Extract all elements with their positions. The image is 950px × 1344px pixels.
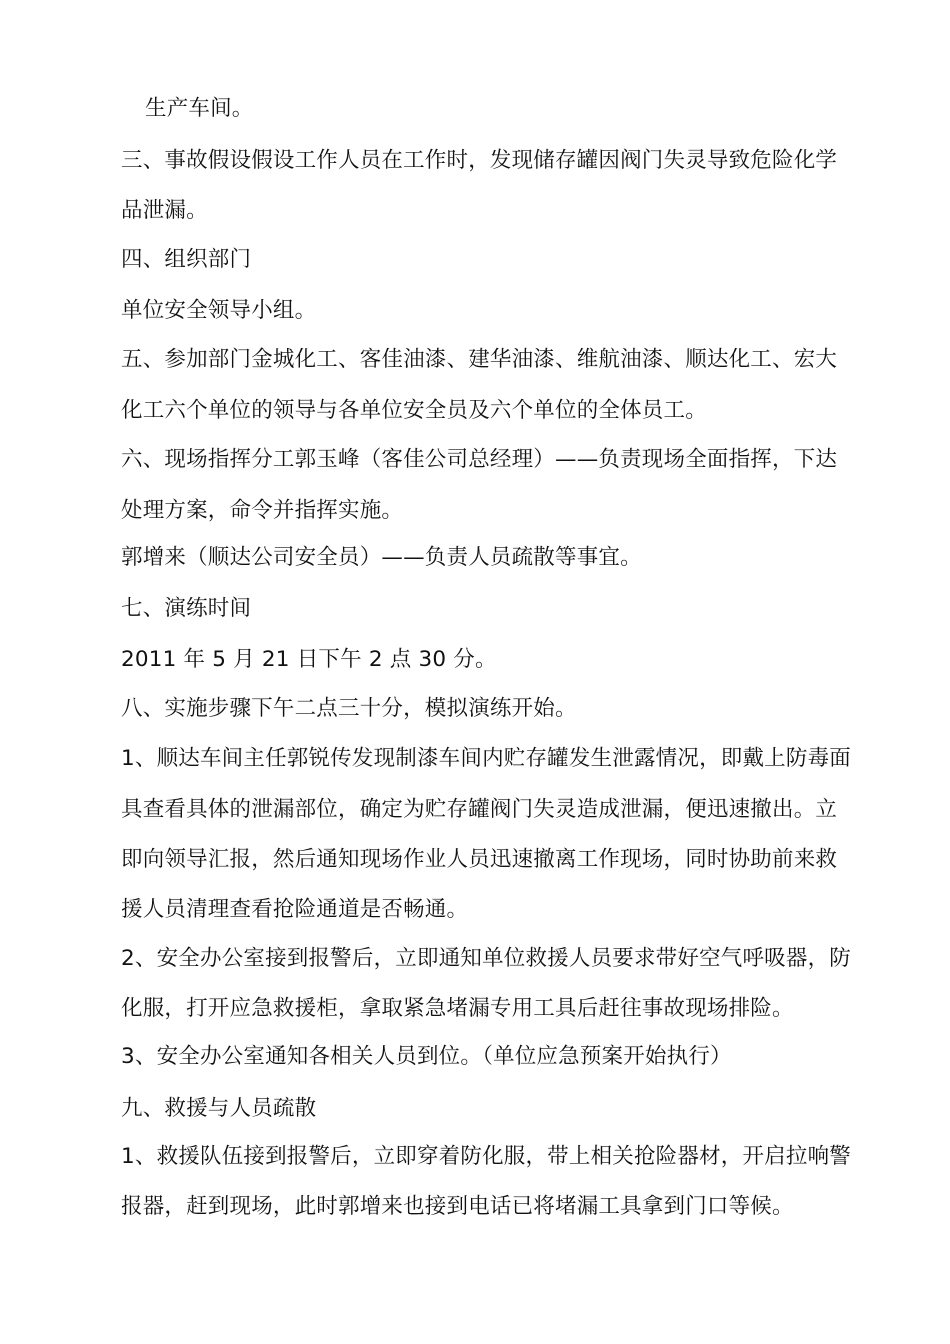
text-line: 单位安全领导小组。 xyxy=(121,298,317,323)
text-line: 援人员清理查看抢险通道是否畅通。 xyxy=(121,897,469,922)
text-line: 2011 年 5 月 21 日下午 2 点 30 分。 xyxy=(121,647,497,672)
text-line: 品泄漏。 xyxy=(121,198,208,223)
text-line: 化工六个单位的领导与各单位安全员及六个单位的全体员工。 xyxy=(121,398,707,423)
text-line: 六、现场指挥分工郭玉峰（客佳公司总经理）——负责现场全面指挥，下达 xyxy=(121,447,838,472)
text-line: 生产车间。 xyxy=(145,96,254,121)
section-heading: 四、组织部门 xyxy=(121,247,252,272)
text-line: 五、参加部门金城化工、客佳油漆、建华油漆、维航油漆、顺达化工、宏大 xyxy=(121,347,838,372)
text-line: 3、安全办公室通知各相关人员到位。（单位应急预案开始执行） xyxy=(121,1044,732,1069)
text-line: 八、实施步骤下午二点三十分，模拟演练开始。 xyxy=(121,696,577,721)
text-line: 郭增来（顺达公司安全员）——负责人员疏散等事宜。 xyxy=(121,545,642,570)
text-line: 2、安全办公室接到报警后，立即通知单位救援人员要求带好空气呼吸器，防 xyxy=(121,946,851,971)
text-line: 三、事故假设假设工作人员在工作时，发现储存罐因阀门失灵导致危险化学 xyxy=(121,148,838,173)
text-line: 1、救援队伍接到报警后，立即穿着防化服，带上相关抢险器材，开启拉响警 xyxy=(121,1144,851,1169)
section-heading: 九、救援与人员疏散 xyxy=(121,1096,317,1121)
section-heading: 七、演练时间 xyxy=(121,596,252,621)
text-line: 化服，打开应急救援柜，拿取紧急堵漏专用工具后赶往事故现场排险。 xyxy=(121,996,794,1021)
text-line: 处理方案，命令并指挥实施。 xyxy=(121,498,404,523)
text-line: 1、顺达车间主任郭锐传发现制漆车间内贮存罐发生泄露情况，即戴上防毒面 xyxy=(121,746,851,771)
text-line: 报器，赶到现场，此时郭增来也接到电话已将堵漏工具拿到门口等候。 xyxy=(121,1194,794,1219)
text-line: 即向领导汇报，然后通知现场作业人员迅速撤离工作现场，同时协助前来救 xyxy=(121,847,838,872)
text-line: 具查看具体的泄漏部位，确定为贮存罐阀门失灵造成泄漏，便迅速撤出。立 xyxy=(121,797,838,822)
